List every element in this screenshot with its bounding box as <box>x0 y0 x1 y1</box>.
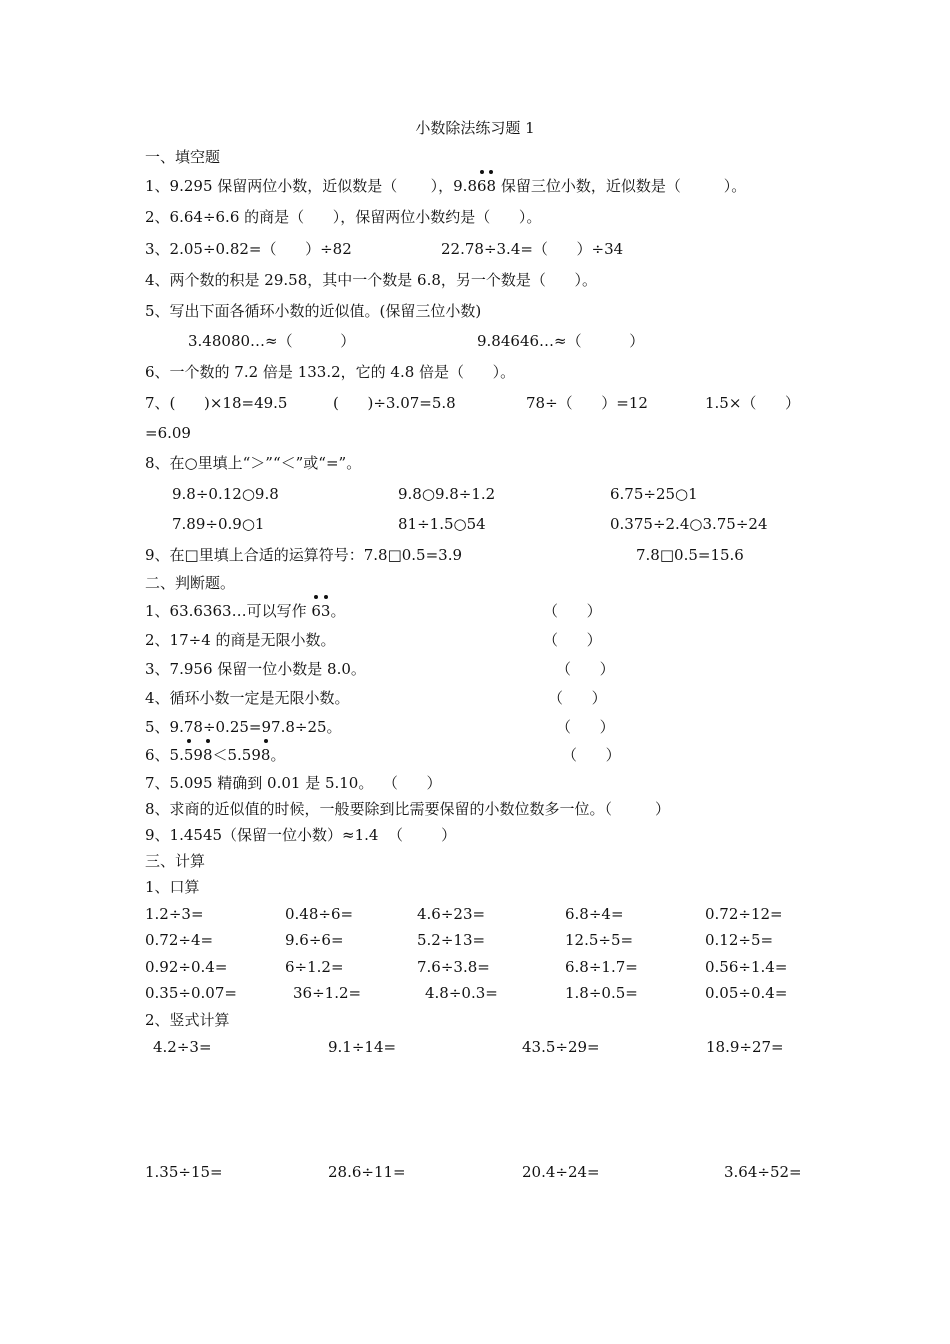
question-1-4: 4、两个数的积是 29.58，其中一个数是 6.8，另一个数是（ ）。 <box>145 271 597 289</box>
judge-item-6: 6、5. 59 8＜5.59 8。 <box>145 745 285 765</box>
judge-item-2: 2、17÷4 的商是无限小数。 <box>145 631 336 649</box>
oral-problem: 6.8÷1.7= <box>565 958 638 976</box>
oral-problem: 1.8÷0.5= <box>565 984 638 1002</box>
question-1-3a: 3、2.05÷0.82=（ ）÷82 <box>145 240 352 258</box>
oral-problem: 0.35÷0.07= <box>145 984 237 1002</box>
oral-problem: 9.6÷6= <box>285 931 344 949</box>
oral-problem: 0.72÷12= <box>705 905 783 923</box>
repeating-digit: 3 <box>321 601 331 621</box>
question-1-5: 5、写出下面各循环小数的近似值。(保留三位小数) <box>145 302 482 320</box>
judge-answer-paren: （ ） <box>556 718 615 736</box>
repeat-dot <box>314 595 318 599</box>
compare-item: 6.75÷25○1 <box>610 485 698 503</box>
judge-item-8: 8、求商的近似值的时候，一般要除到比需要保留的小数位数多一位。（ ） <box>145 800 670 818</box>
oral-problem: 0.12÷5= <box>705 931 774 949</box>
oral-problem: 0.92÷0.4= <box>145 958 228 976</box>
repeating-digit: 6 <box>477 176 487 196</box>
question-1-1 <box>145 176 746 196</box>
question-1-7b: ( )÷3.07=5.8 <box>333 394 456 412</box>
judge-answer-paren: （ ） <box>548 689 607 707</box>
repeating-digit: 8 <box>487 176 497 196</box>
judge-answer-paren: （ ） <box>543 602 602 620</box>
repeat-dot <box>489 170 493 174</box>
question-1-8: 8、在○里填上“＞”“＜”或“=”。 <box>145 454 362 472</box>
oral-problem: 0.05÷0.4= <box>705 984 788 1002</box>
judge-item-5: 5、9.78÷0.25=97.8÷25。 <box>145 718 342 736</box>
compare-item: 9.8○9.8÷1.2 <box>398 485 496 503</box>
oral-problem: 6÷1.2= <box>285 958 344 976</box>
question-1-7d: 1.5×（ ） <box>705 394 801 412</box>
oral-problem: 4.8÷0.3= <box>425 984 498 1002</box>
oral-problem: 4.6÷23= <box>417 905 486 923</box>
judge-item-7: 7、5.095 精确到 0.01 是 5.10。 （ ） <box>145 774 442 792</box>
oral-problem: 7.6÷3.8= <box>417 958 490 976</box>
oral-problem: 6.8÷4= <box>565 905 624 923</box>
compare-item: 9.8÷0.12○9.8 <box>172 485 279 503</box>
question-1-3b: 22.78÷3.4=（ ）÷34 <box>441 240 624 258</box>
vertical-problem: 4.2÷3= <box>153 1038 212 1056</box>
page-title: 小数除法练习题 1 <box>415 119 535 137</box>
repeating-digit: 5 <box>184 745 194 765</box>
question-1-9b: 7.8□0.5=15.6 <box>636 546 744 564</box>
subheading-oral: 1、口算 <box>145 878 200 896</box>
oral-problem: 0.48÷6= <box>285 905 354 923</box>
vertical-problem: 43.5÷29= <box>522 1038 600 1056</box>
section-heading-calculation: 三、计算 <box>145 852 206 870</box>
question-1-2: 2、6.64÷6.6 的商是（ ），保留两位小数约是（ ）。 <box>145 208 542 226</box>
question-1-7c: 78÷（ ）=12 <box>526 394 648 412</box>
oral-problem: 5.2÷13= <box>417 931 486 949</box>
question-1-9a: 9、在□里填上合适的运算符号：7.8□0.5=3.9 <box>145 546 463 564</box>
judge-answer-paren: （ ） <box>556 660 615 678</box>
repeating-digit: 8 <box>261 745 271 765</box>
repeating-digit: 6 <box>311 601 321 621</box>
judge-item-4: 4、循环小数一定是无限小数。 <box>145 689 350 707</box>
vertical-problem: 3.64÷52= <box>724 1163 802 1181</box>
oral-problem: 1.2÷3= <box>145 905 204 923</box>
vertical-problem: 1.35÷15= <box>145 1163 223 1181</box>
judge-item-9: 9、1.4545（保留一位小数）≈1.4 （ ） <box>145 826 457 844</box>
oral-problem: 0.56÷1.4= <box>705 958 788 976</box>
question-1-6: 6、一个数的 7.2 倍是 133.2，它的 4.8 倍是（ ）。 <box>145 363 516 381</box>
repeat-dot <box>480 170 484 174</box>
subheading-vertical: 2、竖式计算 <box>145 1011 230 1029</box>
judge-answer-paren: （ ） <box>543 631 602 649</box>
judge-answer-paren: （ ） <box>562 746 621 764</box>
oral-problem: 0.72÷4= <box>145 931 214 949</box>
repeat-dot <box>264 739 268 743</box>
oral-problem: 12.5÷5= <box>565 931 634 949</box>
judge-item-1: 1、63.6363…可以写作 6 3。 <box>145 601 345 621</box>
question-1-7a: 7、( )×18=49.5 <box>145 394 288 412</box>
question-1-5a: 3.48080…≈（ ） <box>188 332 356 350</box>
repeating-digit: 8 <box>203 745 213 765</box>
vertical-problem: 28.6÷11= <box>328 1163 406 1181</box>
question-1-5b: 9.84646…≈（ ） <box>477 332 645 350</box>
q1-part-d: 保留三位小数，近似数是（ ）。 <box>496 177 747 195</box>
repeat-dot <box>206 739 210 743</box>
judge-item-3: 3、7.956 保留一位小数是 8.0。 <box>145 660 366 678</box>
repeat-dot <box>187 739 191 743</box>
question-1-7e: =6.09 <box>145 424 191 442</box>
vertical-problem: 9.1÷14= <box>328 1038 397 1056</box>
q1-part-a: 1、9.295 保留两位小数，近似数是（ ），9.8 <box>145 177 477 195</box>
oral-problem: 36÷1.2= <box>293 984 362 1002</box>
vertical-problem: 18.9÷27= <box>706 1038 784 1056</box>
compare-item: 81÷1.5○54 <box>398 515 486 533</box>
vertical-problem: 20.4÷24= <box>522 1163 600 1181</box>
compare-item: 7.89÷0.9○1 <box>172 515 265 533</box>
repeat-dot <box>324 595 328 599</box>
section-heading-true-false: 二、判断题。 <box>145 574 236 592</box>
compare-item: 0.375÷2.4○3.75÷24 <box>610 515 768 533</box>
section-heading-fill-blank: 一、填空题 <box>145 148 221 166</box>
